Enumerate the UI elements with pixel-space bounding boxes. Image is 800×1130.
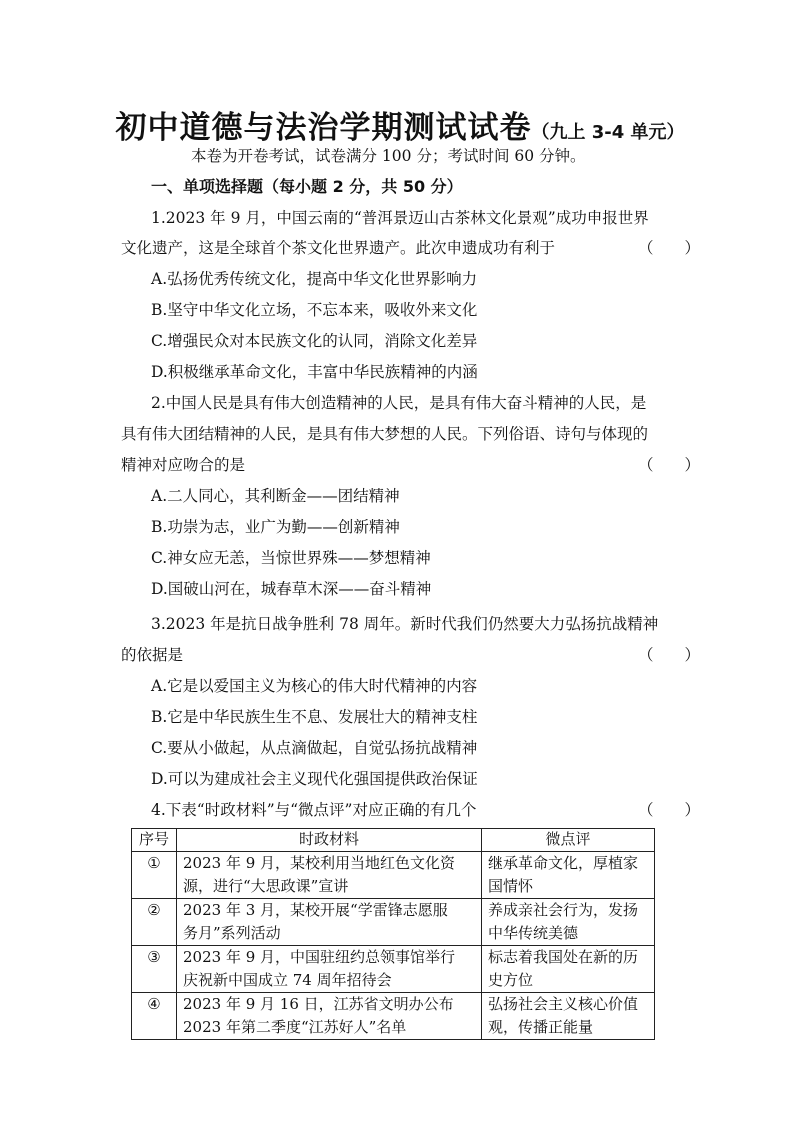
table-row — [132, 993, 655, 1040]
row-material — [177, 899, 482, 946]
q2-option-b: B.功崇为志，业广为勤——创新精神 — [151, 518, 400, 536]
row-number: ③ — [132, 946, 177, 993]
page-title — [0, 102, 800, 147]
material-line: 2023 年 9 月，中国驻纽约总领事馆举行 — [183, 948, 456, 966]
row-comment — [482, 993, 655, 1040]
material-line: 务月”系列活动 — [183, 924, 281, 942]
q3-option-a: A.它是以爱国主义为核心的伟大时代精神的内容 — [151, 677, 478, 695]
title-main: 初中道德与法治学期测试试卷 — [115, 110, 532, 146]
header-cell-number: 序号 — [132, 829, 177, 852]
material-line: 2023 年第二季度“江苏好人”名单 — [183, 1018, 407, 1036]
q1-option-b: B.坚守中华文化立场，不忘本来，吸收外来文化 — [151, 301, 478, 319]
q3-stem-line: 的依据是 — [121, 646, 184, 664]
section-heading: 一、单项选择题（每小题 2 分，共 50 分） — [151, 177, 463, 196]
q4-answer-blank: （ ） — [638, 801, 701, 819]
q1-answer-blank: （ ） — [638, 239, 701, 257]
q2-option-d: D.国破山河在，城春草木深——奋斗精神 — [151, 580, 432, 598]
header-cell-comment: 微点评 — [482, 829, 655, 852]
q1-stem-line: 1.2023 年 9 月，中国云南的“普洱景迈山古茶林文化景观”成功申报世界 — [151, 209, 649, 227]
q4-table — [131, 828, 655, 1040]
comment-line: 继承革命文化，厚植家 — [488, 854, 639, 872]
q4-stem: 4.下表“时政材料”与“微点评”对应正确的有几个 — [151, 801, 477, 819]
title-sub: （九上 3-4 单元） — [531, 122, 685, 143]
material-line: 2023 年 3 月，某校开展“学雷锋志愿服 — [183, 901, 448, 919]
q2-stem-line: 2.中国人民是具有伟大创造精神的人民，是具有伟大奋斗精神的人民，是 — [151, 394, 647, 412]
table-row — [132, 852, 655, 899]
row-number: ② — [132, 899, 177, 946]
material-line: 庆祝新中国成立 74 周年招待会 — [183, 971, 392, 989]
comment-line: 中华传统美德 — [488, 924, 579, 942]
table-header-row — [132, 829, 655, 852]
q3-stem-line: 3.2023 年是抗日战争胜利 78 周年。新时代我们仍然要大力弘扬抗战精神 — [151, 615, 659, 633]
comment-line: 史方位 — [488, 971, 534, 989]
q3-option-d: D.可以为建成社会主义现代化强国提供政治保证 — [151, 770, 478, 788]
material-line: 2023 年 9 月 16 日，江苏省文明办公布 — [183, 995, 454, 1013]
row-material — [177, 852, 482, 899]
table-row — [132, 899, 655, 946]
comment-line: 养成亲社会行为，发扬 — [488, 901, 639, 919]
row-comment — [482, 899, 655, 946]
q1-option-d: D.积极继承革命文化，丰富中华民族精神的内涵 — [151, 363, 478, 381]
row-comment — [482, 946, 655, 993]
q1-option-c: C.增强民众对本民族文化的认同，消除文化差异 — [151, 332, 478, 350]
q3-option-c: C.要从小做起，从点滴做起，自觉弘扬抗战精神 — [151, 739, 478, 757]
table-row — [132, 946, 655, 993]
q3-answer-blank: （ ） — [638, 646, 701, 664]
row-material — [177, 993, 482, 1040]
comment-line: 标志着我国处在新的历 — [488, 948, 639, 966]
q1-option-a: A.弘扬优秀传统文化，提高中华文化世界影响力 — [151, 270, 478, 288]
comment-line: 国情怀 — [488, 877, 534, 895]
comment-line: 弘扬社会主义核心价值 — [488, 995, 639, 1013]
q2-option-c: C.神女应无恙，当惊世界殊——梦想精神 — [151, 549, 431, 567]
row-material — [177, 946, 482, 993]
row-comment — [482, 852, 655, 899]
row-number: ④ — [132, 993, 177, 1040]
exam-note: 本卷为开卷考试，试卷满分 100 分；考试时间 60 分钟。 — [191, 147, 586, 165]
q2-option-a: A.二人同心，其利断金——团结精神 — [151, 487, 400, 505]
comment-line: 观，传播正能量 — [488, 1018, 594, 1036]
q3-option-b: B.它是中华民族生生不息、发展壮大的精神支柱 — [151, 708, 478, 726]
q2-answer-blank: （ ） — [638, 456, 701, 474]
row-number: ① — [132, 852, 177, 899]
header-cell-material: 时政材料 — [177, 829, 482, 852]
q2-stem-line: 精神对应吻合的是 — [121, 456, 246, 474]
q2-stem-line: 具有伟大团结精神的人民，是具有伟大梦想的人民。下列俗语、诗句与体现的 — [121, 425, 649, 443]
q1-stem-line: 文化遗产，这是全球首个茶文化世界遗产。此次申遗成功有利于 — [121, 239, 556, 257]
material-line: 2023 年 9 月，某校利用当地红色文化资 — [183, 854, 456, 872]
material-line: 源，进行“大思政课”宣讲 — [183, 877, 349, 895]
